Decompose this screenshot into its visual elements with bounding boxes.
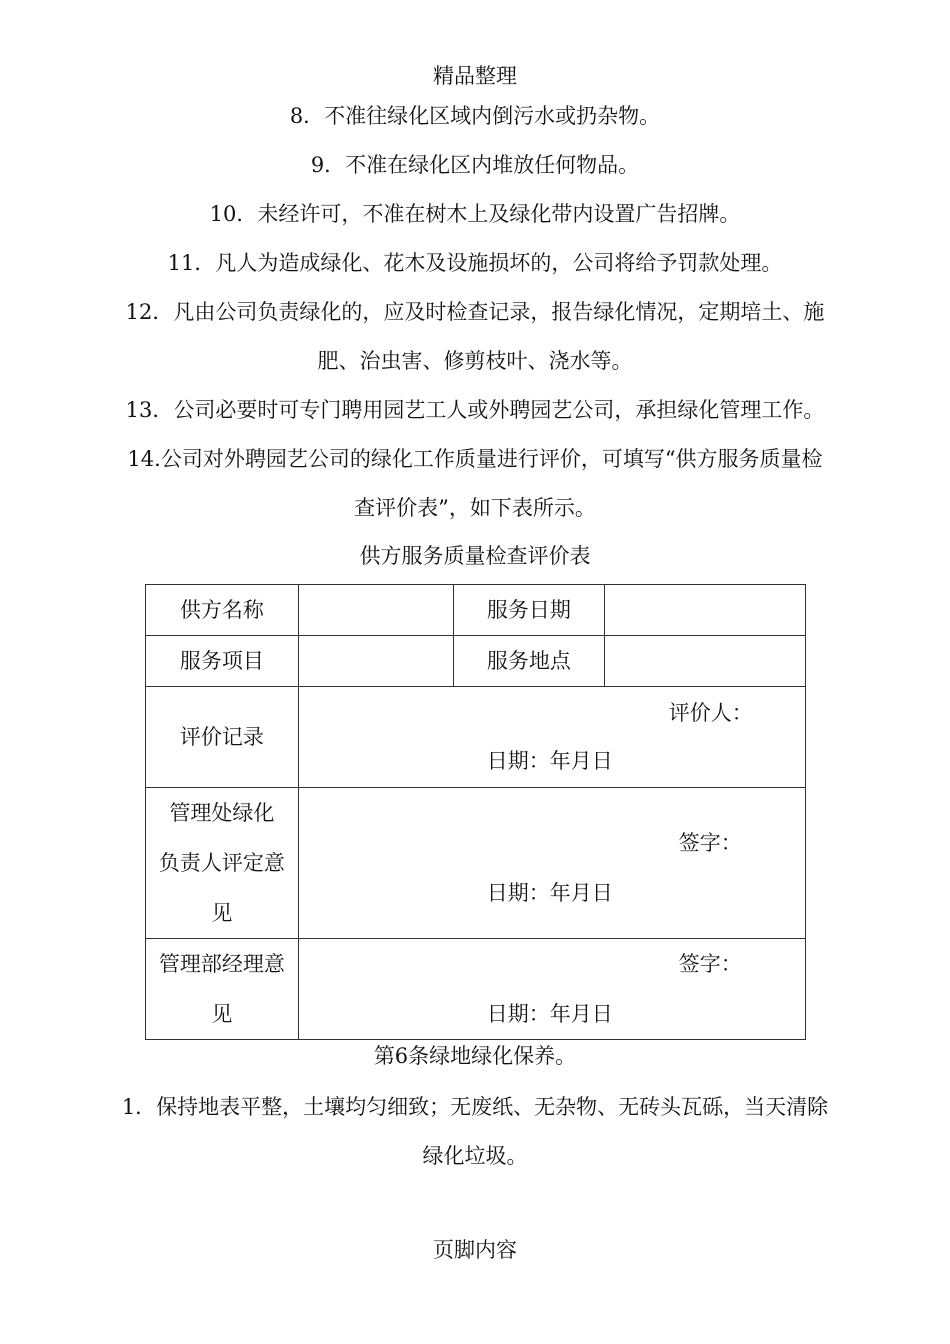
paragraph-9: 9．不准在绿化区内堆放任何物品。 [310, 153, 640, 177]
manager-opinion-label-line2: 见 [211, 1002, 233, 1026]
table-row [146, 788, 806, 939]
eval-record-label: 评价记录 [146, 687, 299, 788]
dept-opinion-label-line3: 见 [211, 901, 233, 925]
dept-sign-label: 签字： [678, 831, 742, 855]
table-row [146, 687, 806, 788]
paragraph-8: 8．不准往绿化区域内倒污水或扔杂物。 [289, 104, 661, 128]
paragraph-14-line1: 14.公司对外聘园艺公司的绿化工作质量进行评价，可填写“供方服务质量检 [127, 447, 823, 471]
paragraph-13: 13．公司必要时可专门聘用园艺工人或外聘园艺公司，承担绿化管理工作。 [125, 398, 825, 422]
service-date-label: 服务日期 [453, 585, 605, 636]
paragraph-11: 11．凡人为造成绿化、花木及设施损坏的，公司将给予罚款处理。 [167, 251, 783, 275]
table-row [146, 636, 806, 687]
section-6-heading: 第6条绿地绿化保养。 [373, 1044, 577, 1068]
table-title: 供方服务质量检查评价表 [359, 544, 591, 568]
paragraph-14-line2: 查评价表”，如下表所示。 [354, 496, 596, 520]
manager-opinion-cell [298, 939, 805, 1040]
supplier-name-value [298, 585, 453, 636]
dept-opinion-label [146, 788, 299, 939]
manager-sign-label: 签字： [678, 952, 742, 976]
paragraph-10: 10．未经许可，不准在树木上及绿化带内设置广告招牌。 [209, 202, 741, 226]
paragraph-12-line1: 12．凡由公司负责绿化的，应及时检查记录，报告绿化情况，定期培土、施 [125, 300, 825, 324]
eval-record-cell [298, 687, 805, 788]
dept-opinion-cell [298, 788, 805, 939]
service-location-label: 服务地点 [453, 636, 605, 687]
supplier-name-label: 供方名称 [146, 585, 299, 636]
paragraph-after-1-line1: 1．保持地表平整，土壤均匀细致；无废纸、无杂物、无砖头瓦砾，当天清除 [121, 1095, 829, 1119]
service-date-value [605, 585, 806, 636]
table-row [146, 939, 806, 1040]
manager-opinion-label [146, 939, 299, 1040]
service-item-label: 服务项目 [146, 636, 299, 687]
table-row [146, 585, 806, 636]
manager-opinion-label-line1: 管理部经理意 [158, 952, 285, 976]
paragraph-12-line2: 肥、治虫害、修剪枝叶、浇水等。 [317, 349, 633, 373]
page-footer: 页脚内容 [433, 1238, 517, 1262]
dept-opinion-label-line1: 管理处绿化 [169, 801, 275, 825]
manager-date-label: 日期：年月日 [486, 1002, 613, 1026]
service-item-value [298, 636, 453, 687]
dept-date-label: 日期：年月日 [486, 881, 613, 905]
page-header: 精品整理 [433, 64, 517, 88]
evaluation-table [145, 584, 806, 1040]
evaluator-label: 评价人： [668, 701, 753, 725]
service-location-value [605, 636, 806, 687]
eval-date-label: 日期：年月日 [486, 749, 613, 773]
dept-opinion-label-line2: 负责人评定意 [158, 851, 285, 875]
paragraph-after-1-line2: 绿化垃圾。 [422, 1144, 528, 1168]
